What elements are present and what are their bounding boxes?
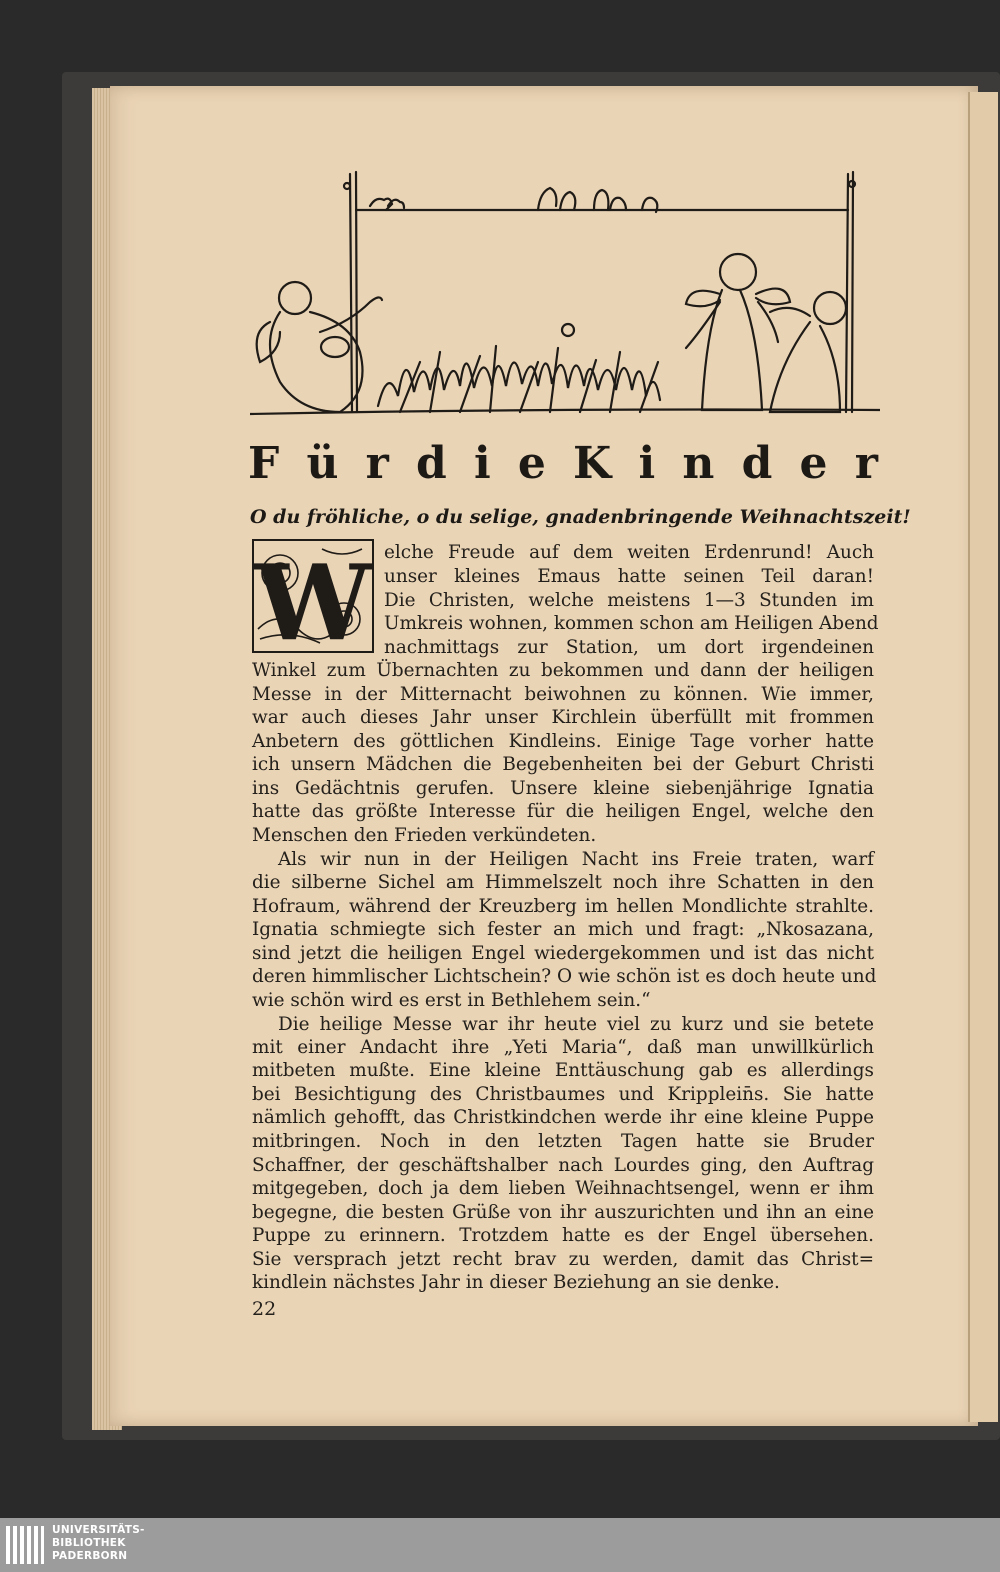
title-letter: ü	[306, 438, 339, 489]
text-line: bei Besichtigung des Christbaumes und Kripplein̄s. Sie hatte	[252, 1084, 874, 1105]
title-letter: K	[573, 438, 612, 489]
title-letter: r	[854, 438, 878, 489]
library-logo-icon	[4, 1524, 46, 1566]
page-number: 22	[252, 1298, 277, 1320]
library-name-line: BIBLIOTHEK	[52, 1537, 126, 1549]
text-line: nämlich gehofft, das Christkindchen werde ihr eine kleine Puppe	[252, 1107, 874, 1128]
library-footer	[0, 1518, 1000, 1572]
text-line: Als wir nun in der Heiligen Nacht ins Freie traten, warf	[278, 849, 874, 870]
dropcap-letter: W	[254, 541, 372, 653]
text-line: Sie versprach jetzt recht brav zu werden, damit das Christ=	[252, 1249, 874, 1270]
text-line: elche Freude auf dem weiten Erdenrund! Auch	[384, 542, 874, 563]
title-letter: e	[517, 438, 546, 489]
next-page-edge	[968, 92, 998, 1422]
title-letter: e	[799, 438, 828, 489]
text-line: wie schön wird es erst in Bethlehem sein.“	[252, 990, 651, 1011]
library-name-line: PADERBORN	[52, 1550, 128, 1562]
text-line: Puppe zu erinnern. Trotzdem hatte es der Engel übersehen.	[252, 1225, 874, 1246]
text-line: mit einer Andacht ihre „Yeti Maria“, daß man unwillkürlich	[252, 1037, 874, 1058]
page-title	[248, 438, 878, 489]
text-line: sind jetzt die heiligen Engel wiedergekommen und ist das nicht	[252, 943, 874, 964]
text-line: Die Christen, welche meistens 1—3 Stunden im	[384, 590, 874, 611]
title-letter: F	[248, 438, 280, 489]
text-line: mitgegeben, doch ja dem lieben Weihnachtsengel, wenn er ihm	[252, 1178, 874, 1199]
text-line: Umkreis wohnen, kommen schon am Heiligen Abend	[384, 613, 879, 634]
text-line: Messe in der Mitternacht beiwohnen zu können. Wie immer,	[252, 684, 874, 705]
text-line: ins Gedächtnis gerufen. Unsere kleine siebenjährige Ignatia	[252, 778, 874, 799]
text-line: mitbringen. Noch in den letzten Tagen hatte sie Bruder	[252, 1131, 874, 1152]
title-letter: r	[365, 438, 389, 489]
text-line: mitbeten mußte. Eine kleine Enttäuschung gab es allerdings	[252, 1060, 874, 1081]
text-line: Anbetern des göttlichen Kindleins. Einige Tage vorher hatte	[252, 731, 874, 752]
text-line: deren himmlischer Lichtschein? O wie schön ist es doch heute und	[252, 966, 877, 987]
text-line: die silberne Sichel am Himmelszelt noch ihre Schatten in den	[252, 872, 874, 893]
library-name-line: UNIVERSITÄTS-	[52, 1524, 145, 1536]
text-line: ich unsern Mädchen die Begebenheiten bei der Geburt Christi	[252, 754, 874, 775]
text-line: Die heilige Messe war ihr heute viel zu kurz und sie betete	[278, 1014, 874, 1035]
title-letter: d	[741, 438, 773, 489]
text-line: nachmittags zur Station, um dort irgendeinen	[384, 637, 874, 658]
decorated-initial	[252, 539, 374, 653]
text-line: Winkel zum Übernachten zu bekommen und dann der heiligen	[252, 660, 874, 681]
text-line: Ignatia schmiegte sich fester an mich und fragt: „Nkosazana,	[252, 919, 874, 940]
text-line: hatte das größte Interesse für die heiligen Engel, welche den	[252, 801, 874, 822]
subtitle: O du fröhliche, o du selige, gnadenbringende Weihnachtszeit!	[250, 506, 911, 528]
text-line: Menschen den Frieden verkündeten.	[252, 825, 597, 846]
title-letter: n	[682, 438, 715, 489]
text-line: war auch dieses Jahr unser Kirchlein überfüllt mit frommen	[252, 707, 874, 728]
text-line: Schaffner, der geschäftshalber nach Lourdes ging, den Auftrag	[252, 1155, 874, 1176]
library-name	[52, 1524, 145, 1563]
text-line: unser kleines Emaus hatte seinen Teil daran!	[384, 566, 874, 587]
title-letter: i	[638, 438, 656, 489]
title-letter: i	[473, 438, 491, 489]
title-letter: d	[416, 438, 447, 489]
text-line: Hofraum, während der Kreuzberg im hellen Mondlichte strahlte.	[252, 896, 874, 917]
text-line: kindlein nächstes Jahr in dieser Beziehung an sie denke.	[252, 1272, 780, 1293]
angels-illustration	[250, 162, 880, 430]
text-line: begegne, die besten Grüße von ihr auszurichten und ihn an eine	[252, 1202, 874, 1223]
